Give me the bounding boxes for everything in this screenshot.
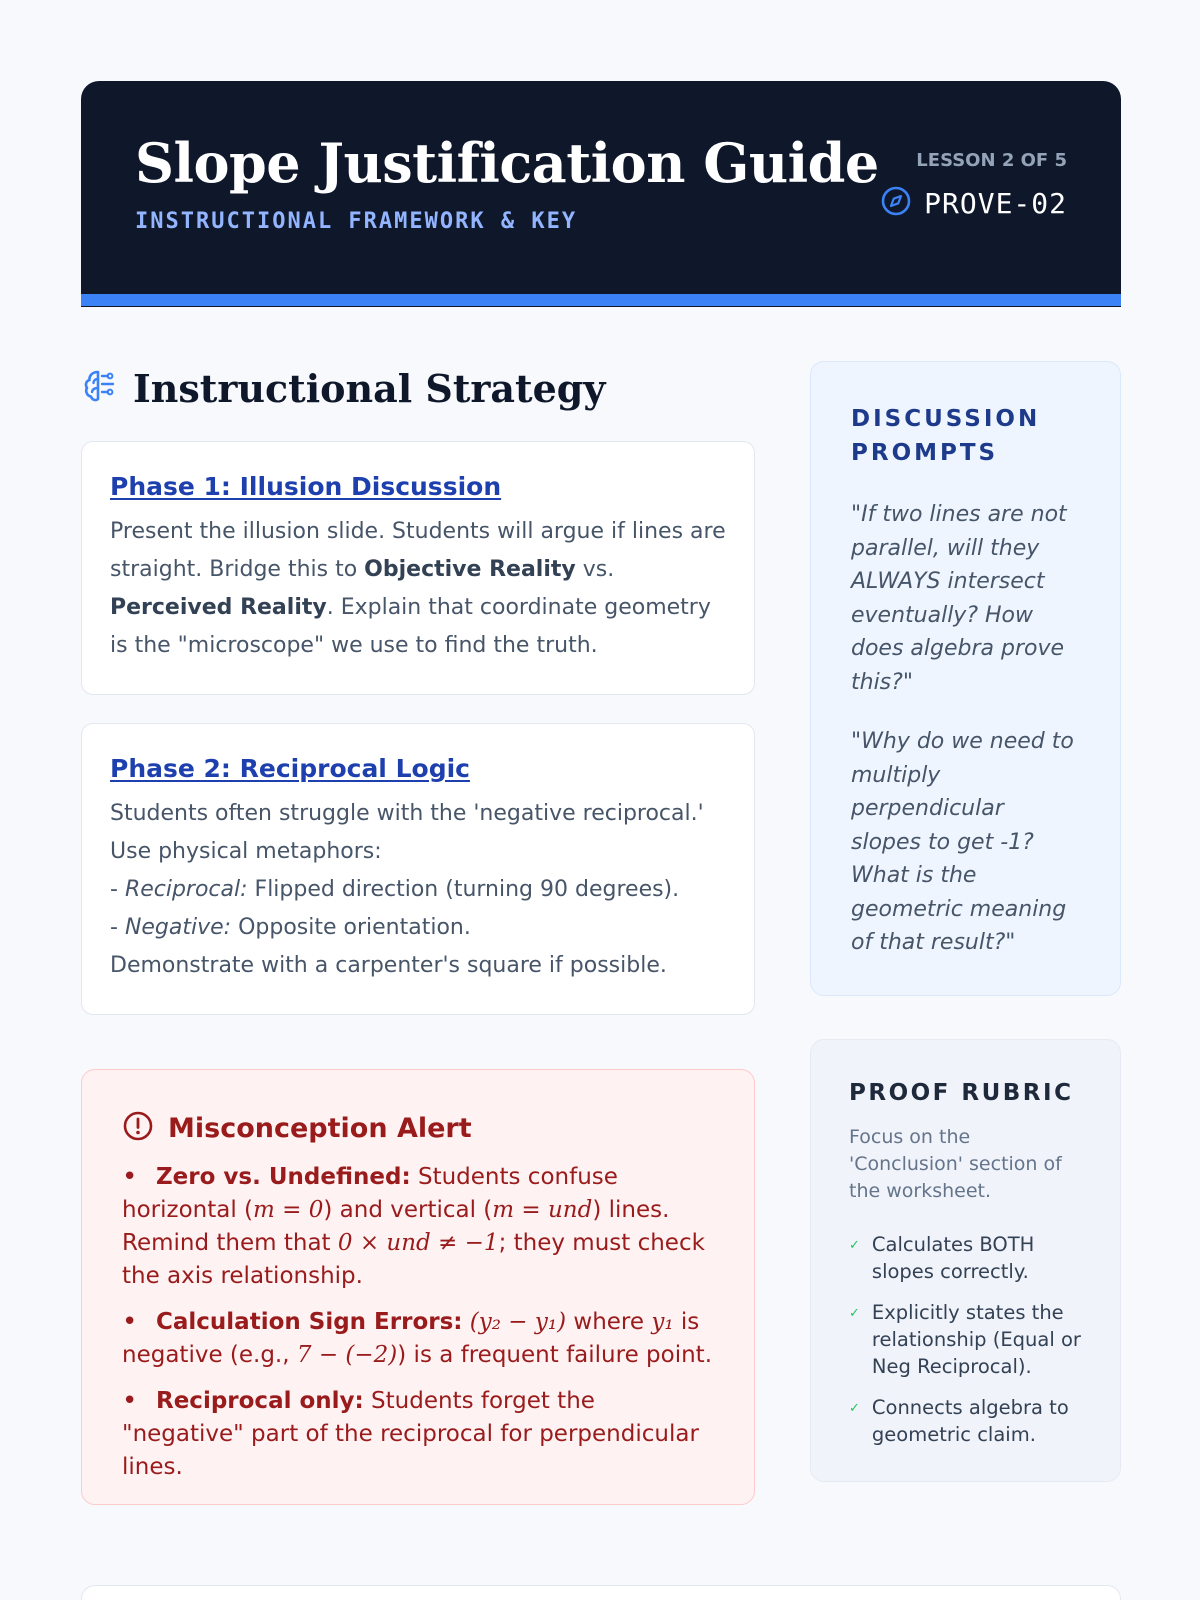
- alert-circle-icon: [122, 1110, 154, 1147]
- compass-icon: [880, 185, 912, 222]
- lesson-indicator: LESSON 2 OF 5: [916, 150, 1067, 171]
- rubric-item: [849, 1231, 1082, 1285]
- check-icon: ✓: [849, 1237, 860, 1252]
- list-item: • Calculation Sign Errors: (y₂ − y₁) where y₁ is negative (e.g., 7 − (−2)) is a frequent failure point.: [122, 1306, 714, 1372]
- strategy-heading: [81, 366, 605, 411]
- page-subtitle: INSTRUCTIONAL FRAMEWORK & KEY: [135, 209, 578, 234]
- check-icon: ✓: [849, 1305, 860, 1320]
- discussion-prompts-panel: [810, 361, 1121, 996]
- lesson-code: [880, 185, 1067, 222]
- phase-2-intro: Students often struggle with the 'negative reciprocal.' Use physical metaphors:: [110, 801, 704, 864]
- phase-1-link[interactable]: Phase 1: Illusion Discussion: [110, 472, 502, 501]
- page-title: Slope Justification Guide: [135, 131, 879, 195]
- rubric-item-text: Calculates BOTH slopes correctly.: [871, 1233, 1035, 1283]
- check-icon: ✓: [849, 1400, 860, 1415]
- phase-1-text: Present the illusion slide. Students will argue if lines are straight. Bridge this to Objective Reality vs. Perceived Reality. Explain that coordinate geometry is the "microscope" we use to find the truth.: [110, 519, 726, 658]
- phase-2-outro: Demonstrate with a carpenter's square if possible.: [110, 953, 667, 978]
- phase-2-item-negative: - Negative: Opposite orientation.: [110, 915, 471, 940]
- alert-title: Misconception Alert: [168, 1113, 472, 1144]
- alert-list: [122, 1161, 714, 1484]
- rubric-note: Focus on the 'Conclusion' section of the worksheet.: [849, 1126, 1062, 1202]
- discussion-prompt: "Why do we need to multiply perpendicular slopes to get -1? What is the geometric meaning of that result?": [851, 729, 1074, 955]
- brain-icon: [81, 367, 119, 410]
- rubric-item-text: Connects algebra to geometric claim.: [871, 1396, 1069, 1446]
- header-accent-bar: [81, 294, 1121, 306]
- list-item: • Zero vs. Undefined: Students confuse horizontal (m = 0) and vertical (m = und) lines. Remind them that 0 × und ≠ −1; they must check the axis relationship.: [122, 1161, 714, 1293]
- phase-2-text: [110, 795, 726, 985]
- phase-2-link[interactable]: Phase 2: Reciprocal Logic: [110, 754, 470, 783]
- phase-card-2: [81, 723, 755, 1015]
- misconception-alert: [81, 1069, 755, 1505]
- discussion-prompt: "If two lines are not parallel, will they ALWAYS intersect eventually? How does algebra prove this?": [851, 502, 1067, 695]
- rubric-item: [849, 1394, 1082, 1448]
- proof-rubric-panel: [810, 1039, 1121, 1482]
- alert-heading: [122, 1110, 714, 1147]
- rubric-item: [849, 1299, 1082, 1380]
- rubric-title: PROOF RUBRIC: [849, 1080, 1074, 1106]
- next-section-card: [81, 1585, 1121, 1600]
- phase-2-item-reciprocal: - Reciprocal: Flipped direction (turning 90 degrees).: [110, 877, 680, 902]
- lesson-code-text: PROVE-02: [924, 187, 1067, 220]
- phase-card-1: [81, 441, 755, 695]
- discussion-title: DISCUSSION PROMPTS: [851, 406, 1041, 466]
- header-banner: [81, 81, 1121, 307]
- list-item: • Reciprocal only: Students forget the "negative" part of the reciprocal for perpendicular lines.: [122, 1385, 714, 1484]
- section-title: Instructional Strategy: [133, 366, 606, 411]
- rubric-item-text: Explicitly states the relationship (Equal or Neg Reciprocal).: [871, 1301, 1081, 1378]
